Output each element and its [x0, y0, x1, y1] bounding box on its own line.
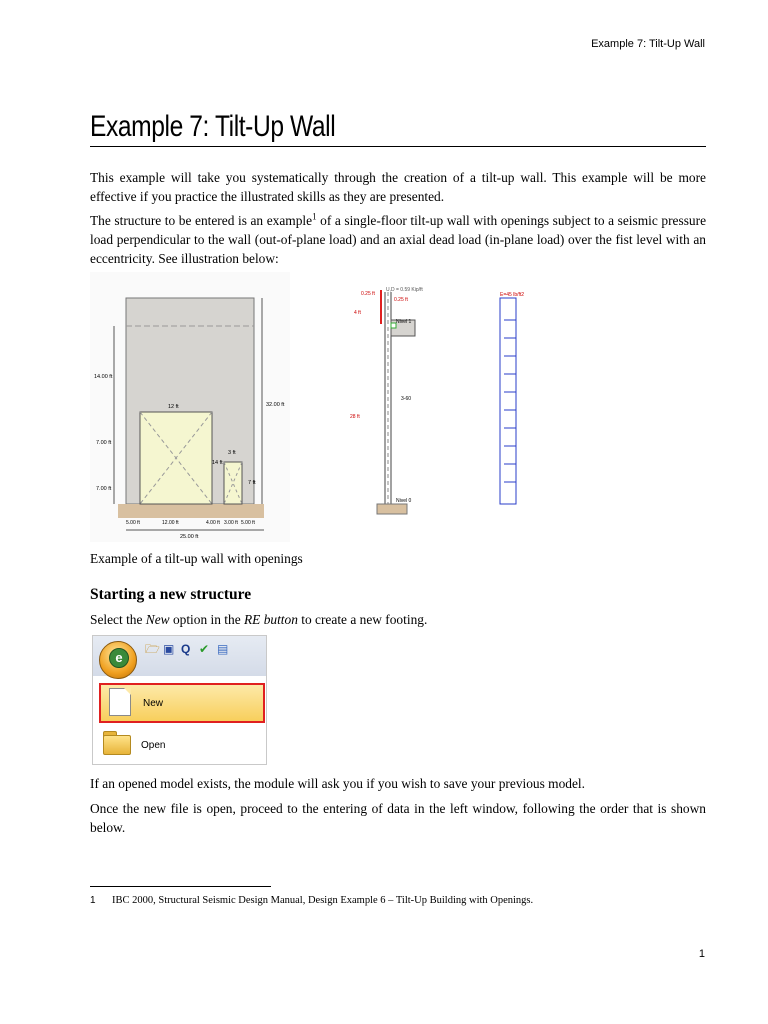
save-paragraph: If an opened model exists, the module will ask you if you wish to save your previous model.: [90, 776, 585, 791]
document-icon[interactable]: ▤: [217, 642, 229, 656]
footnote-reference[interactable]: 1: [312, 211, 317, 222]
re-menu-screenshot: [92, 635, 267, 765]
section-top-load: U,D = 0.59 Kip/ft: [386, 287, 423, 293]
tilt-up-wall-figure: [90, 272, 530, 542]
page-title: Example 7: Tilt-Up Wall: [90, 110, 336, 143]
menu-item-new-label: New: [143, 698, 164, 709]
structure-paragraph: [90, 211, 706, 268]
wall-elevation-drawing: [90, 272, 290, 542]
check-icon[interactable]: ✔: [199, 642, 210, 656]
figure-caption: Example of a tilt-up wall with openings: [90, 551, 303, 566]
re-button-letter: e: [115, 650, 123, 665]
dim-opening-small-height: 14 ft: [212, 460, 223, 466]
running-header: Example 7: Tilt-Up Wall: [591, 38, 705, 50]
section-height-top: 4 ft: [354, 310, 361, 316]
wall-section-drawing: [350, 287, 423, 514]
re-button[interactable]: [99, 641, 137, 679]
section-top-left: 0.25 ft: [361, 291, 375, 297]
title-divider: [90, 146, 706, 147]
open-folder-icon: [103, 735, 131, 755]
bottom-dim-2: 12.00 ft: [162, 520, 179, 526]
page-number: 1: [698, 948, 705, 960]
footnote-divider: [90, 886, 271, 887]
section-level-label: Nivel 1: [396, 319, 412, 325]
footnote-number: 1: [90, 895, 96, 906]
structure-text-before: The structure to be entered is an example: [90, 213, 313, 228]
bottom-dim-1: 5.00 ft: [126, 520, 140, 526]
structure-text-after: of a single-floor tilt-up wall with openings subject to a seismic pressure load perpendicular to the wall (out-of-plane load) and an axial dead load (in-plane load) over the fist level with an eccentricity. See illustration below:: [90, 213, 707, 266]
select-text-3: to create a new footing.: [297, 612, 428, 627]
dim-opening-small-width: 3 ft: [228, 450, 236, 456]
open-folder-icon[interactable]: 🗁: [145, 642, 160, 656]
dim-opening-large: 12 ft: [168, 404, 179, 410]
intro-paragraph: This example will take you systematically through the creation of a tilt-up wall. This example will be more effective if you practice the illustrated skills as they are presented.: [90, 170, 706, 204]
section-heading: Starting a new structure: [90, 586, 252, 603]
footnote-text: IBC 2000, Structural Seismic Design Manual, Design Example 6 – Tilt-Up Building with Openings.: [112, 895, 534, 906]
section-rebar: 3-60: [401, 396, 412, 402]
select-paragraph: [90, 610, 706, 629]
seismic-pressure-diagram: [500, 292, 524, 504]
total-width: 25.00 ft: [180, 534, 199, 540]
select-option-new: New: [145, 612, 170, 627]
section-base-label: Nivel 0: [396, 498, 412, 504]
menu-item-open-label: Open: [141, 740, 166, 751]
search-icon[interactable]: Q: [181, 642, 191, 656]
section-height-main: 28 ft: [350, 414, 360, 420]
bottom-dim-5: 5.00 ft: [241, 520, 255, 526]
menu-item-open[interactable]: [99, 729, 265, 763]
select-re-button: RE button: [243, 612, 298, 627]
dim-small-right: 7 ft: [248, 480, 256, 486]
bottom-dim-4: 3.00 ft: [224, 520, 238, 526]
dim-left-bot: 7.00 ft: [96, 486, 112, 492]
open-paragraph: Once the new file is open, proceed to the entering of data in the left window, following the order that is shown below.: [90, 801, 706, 835]
footnote: [90, 895, 533, 906]
select-text-1: Select the: [90, 612, 146, 627]
dim-left-mid: 7.00 ft: [96, 440, 112, 446]
pressure-label: E=45 lb/ft2: [500, 292, 525, 298]
save-icon[interactable]: ▣: [163, 642, 175, 656]
select-text-2: option in the: [169, 612, 244, 627]
dim-right: 32.00 ft: [266, 402, 285, 408]
new-document-icon: [109, 688, 131, 716]
quick-access-toolbar: [93, 636, 267, 676]
bottom-dim-3: 4.00 ft: [206, 520, 220, 526]
section-top-ecc: 0.25 ft: [394, 297, 408, 303]
menu-item-new[interactable]: [99, 683, 265, 723]
dim-left-top: 14.00 ft: [94, 374, 113, 380]
